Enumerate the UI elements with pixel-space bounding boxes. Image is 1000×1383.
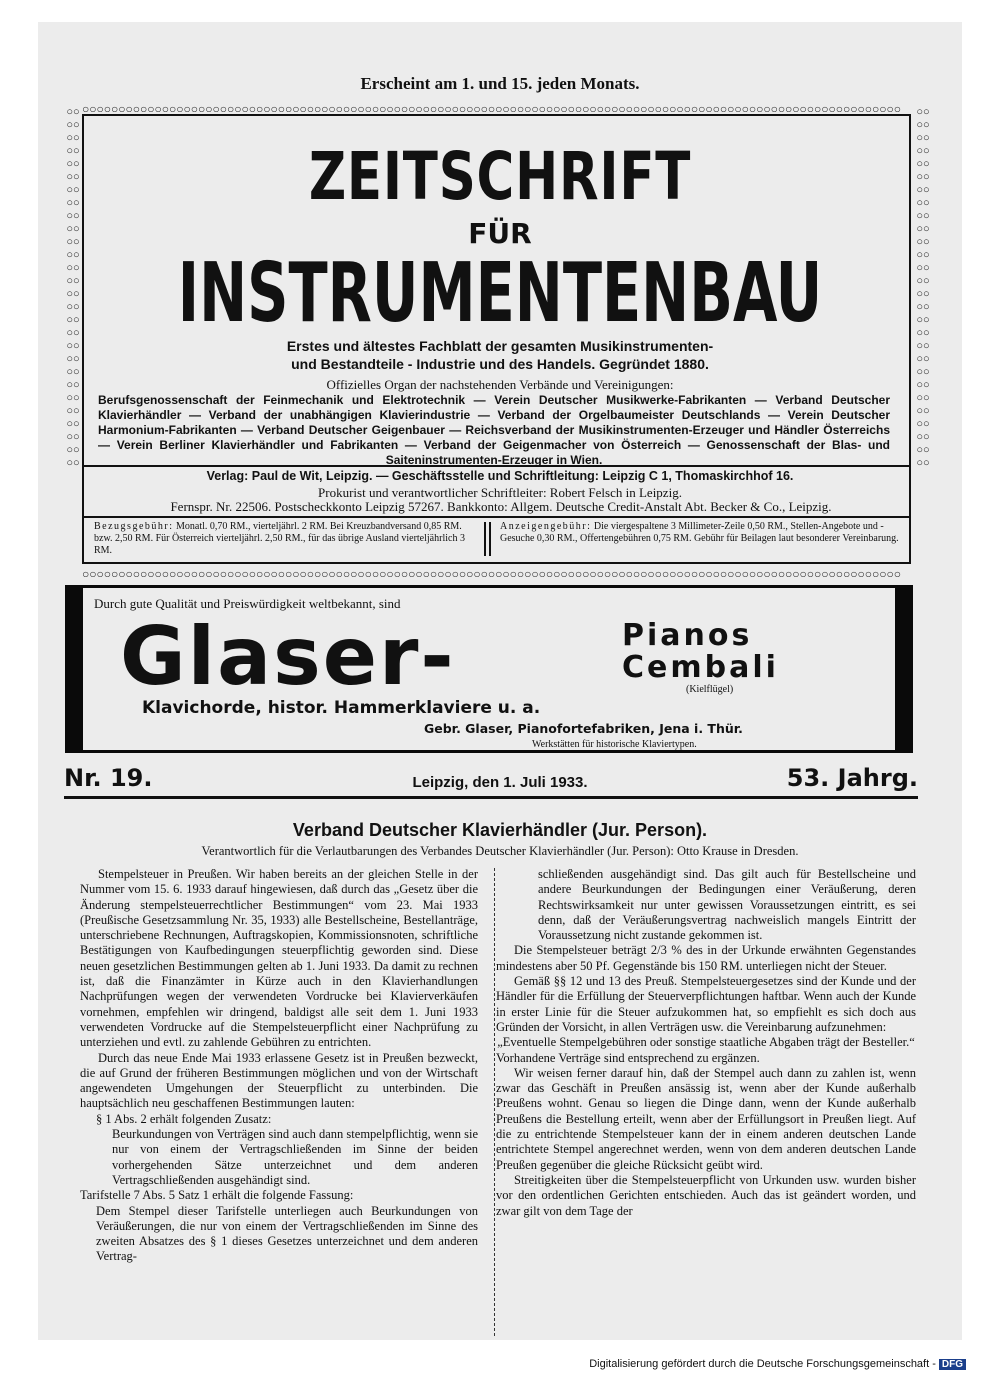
article-title: Verband Deutscher Klavierhändler (Jur. Person). — [292, 820, 708, 840]
editor-line: Prokurist und verantwortlicher Schriftleiter: Robert Felsch in Leipzig. — [318, 485, 682, 500]
column-divider — [494, 868, 495, 1336]
article-responsible: Verantwortlich für die Verlautbarungen des Verbandes Deutscher Klavierhändler (Jur. Person): Otto Krause in Dresden. — [201, 844, 799, 858]
organs-list: Berufsgenossenschaft der Feinmechanik und Elektrotechnik — Verein Deutscher Musikwerke-Fabrikanten — Verband Deutscher Klavierhändler — Verband der unabhängigen Klavierindustrie — Verband der Orgelbaumeister Deutschlands — Verein Deutscher Harmonium-Fabrikanten — Verband Deutscher Geigenbauer — Reichsverband der Musikinstrumenten-Erzeuger und Händler Österreichs — Verein Berliner Klavierhändler und Fabrikanten — Verband der Geigenmacher von Österreich — Genossenschaft der Blas- und Saiteninstrumenten-Erzeuger in Wien. — [98, 393, 890, 467]
paragraph: Die Stempelsteuer beträgt 2/3 % des in der Urkunde erwähnten Gegenstandes mindestens aber 50 Pf. Gegenstände bis 150 RM. unterliegen nicht der Steuer. — [496, 943, 916, 973]
scanned-page — [38, 22, 962, 1340]
paragraph: schließenden ausgehändigt sind. Das gilt auch für Bestellscheine und andere Beurkundungen der Bedingungen einer Veräußerung, deren Rechtswirksamkeit nur unter gewissen Voraussetzungen eintritt, es sei denn, daß der Veräußerungsvertrag nachweislich mangels Eintritt der Voraussetzung nicht zustande gekommen ist. — [538, 867, 916, 943]
subscription-fees-label: Bezugsgebühr: — [94, 521, 174, 532]
ad-kielfluegel: (Kielflügel) — [686, 684, 734, 695]
dfg-logo: DFG — [939, 1359, 966, 1370]
ornament-border-right: ○○○○○○○○○○○○○○○○○○○○○○○○○○○○○○○○○○○○○○○○○○○○○○○○○○○○○○○○ — [916, 106, 930, 469]
masthead-subtitle-2: und Bestandteile - Industrie und des Handels. Gegründet 1880. — [291, 356, 709, 372]
masthead-title-instrumentenbau: INSTRUMENTENBAU — [177, 246, 823, 341]
phone-bank-line: Fernspr. Nr. 22506. Postscheckkonto Leipzig 57267. Bankkonto: Allgem. Deutsche Credit-Anstalt Abt. Becker & Co., Leipzig. — [170, 499, 832, 514]
ad-instruments-line: Klavichorde, histor. Hammerklaviere u. a. — [142, 698, 541, 718]
subscription-fees — [94, 521, 478, 557]
paragraph: Beurkundungen von Verträgen sind auch dann stempelpflichtig, wenn sie nur von einem der Vertragschließenden im Sinne der beiden vorhergehenden Sätze unterzeichnet und dem anderen Vertragschließenden ausgehändigt sind. — [112, 1127, 479, 1187]
publisher-line: Verlag: Paul de Wit, Leipzig. — Geschäftsstelle und Schriftleitung: Leipzig C 1, Thomaskirchhof 16. — [206, 469, 794, 483]
issue-year: 53. Jahrg. — [786, 764, 918, 792]
paragraph: „Eventuelle Stempelgebühren oder sonstige staatliche Abgaben trägt der Besteller.“ — [497, 1035, 915, 1050]
article-column-left — [80, 867, 478, 1265]
fees-divider — [82, 516, 911, 518]
organs-heading: Offizielles Organ der nachstehenden Verbände und Vereinigungen: — [326, 377, 674, 392]
issue-rule — [64, 796, 918, 799]
masthead-subtitle-1: Erstes und ältestes Fachblatt der gesamten Musikinstrumenten- — [286, 338, 714, 354]
ad-workshops-line: Werkstätten für historische Klaviertypen. — [532, 739, 697, 750]
ad-tagline: Durch gute Qualität und Preiswürdigkeit weltbekannt, sind — [94, 596, 401, 611]
ad-product-cembali: Cembali — [622, 650, 779, 685]
paragraph: Vorhandene Verträge sind entsprechend zu ergänzen. — [496, 1050, 760, 1065]
ad-fees-text: Die viergespaltene 3 Millimeter-Zeile 0,50 RM., Stellen-Angebote und -Gesuche 0,30 RM., Offertengebühren 0,75 RM. Gebühr für Beilagen laut besonderer Vereinbarung. — [500, 521, 899, 544]
digitization-credit — [589, 1358, 966, 1370]
ornament-border-left: ○○○○○○○○○○○○○○○○○○○○○○○○○○○○○○○○○○○○○○○○○○○○○○○○○○○○○○○○ — [66, 106, 80, 469]
article-column-right — [496, 867, 916, 1219]
ad-product-pianos: Pianos — [622, 618, 753, 653]
publication-frequency: Erscheint am 1. und 15. jeden Monats. — [360, 74, 640, 93]
ad-brand-glaser: Glaser- — [120, 610, 456, 703]
ornament-border-bottom: ○○○○○○○○○○○○○○○○○○○○○○○○○○○○○○○○○○○○○○○○○○○○○○○○○○○○○○○○○○○○○○○○○○○○○○○○○○○○○○○○○○○○○○○○○○○○○○○○○○○○○○○○○○○○○○○○○ — [82, 567, 902, 581]
paragraph: Durch das neue Ende Mai 1933 erlassene Gesetz ist in Preußen bezweckt, die auf Grund der früheren Bestimmungen möglichen und von der Wirtschaft angewendeten Umgehungen der Steuerpflicht zu unterbinden. Die hauptsächlich neu geschaffenen Bestimmungen lauten: — [80, 1050, 478, 1111]
paragraph: Streitigkeiten über die Stempelsteuerpflicht von Urkunden usw. wurden bisher vor den ordentlichen Gerichten entschieden. Auch das ist geändert worden, und zwar gilt von dem Tage der — [496, 1172, 916, 1218]
ad-fees-label: Anzeigengebühr: — [500, 521, 592, 532]
subscription-fees-text: Monatl. 0,70 RM., vierteljährl. 2 RM. Bei Kreuzbandversand 0,85 RM. bzw. 2,50 RM. Für Österreich vierteljährl. 2,50 RM., für das übrige Ausland vierteljährlich 3 RM. — [94, 521, 465, 556]
issue-date: Leipzig, den 1. Juli 1933. — [412, 774, 588, 791]
paragraph: Dem Stempel dieser Tarifstelle unterliegen auch Beurkundungen von Veräußerungen, die nur von einem der Vertragschließenden im Sinne des zweiten Absatzes des § 1 dieses Gesetzes unterzeichnet und dem anderen Vertrag- — [96, 1203, 478, 1264]
ad-fees — [500, 521, 900, 545]
paragraph: Stempelsteuer in Preußen. Wir haben bereits an der gleichen Stelle in der Nummer vom 15. 6. 1933 darauf hingewiesen, daß durch das „Gesetz über die Änderung stempelsteuerrechtlicher Bestimmungen“ vom 23. Mai 1933 (Preußische Gesetzsammlung Nr. 35, 1933) alle Bestellscheine, Bestellanträge, unterschriebene Rechnungen, Auftragskopien, Kommissionsnoten, schriftliche Bestätigungen von Kaufbedingungen steuerpflichtig geworden sind. Diese neuen gesetzlichen Bestimmungen gelten ab 1. Juni 1933. Da damit zu rechnen ist, daß die Finanzämter in Kürze auch in den Klavierhandlungen Nachprüfungen wegen der verwendeten Vordrucke bei Klavierverkäufen vornehmen, empfehlen wir dringend, baldigst alle seit dem 1. Juni 1933 verwendeten Vordrucke auf die Stempelsteuerpflicht einer Nachprüfung zu unterziehen und evtl. zu zahlende Gebühren zu entrichten. — [80, 867, 478, 1050]
issue-number: Nr. 19. — [64, 764, 153, 792]
masthead-title-fuer: FÜR — [468, 217, 532, 250]
digitization-credit-text: Digitalisierung gefördert durch die Deutsche Forschungsgemeinschaft - — [589, 1358, 936, 1370]
paragraph: § 1 Abs. 2 erhält folgenden Zusatz: — [96, 1111, 272, 1126]
paragraph: Gemäß §§ 12 und 13 des Preuß. Stempelsteuergesetzes sind der Kunde und der Händler für die Erfüllung der Steuerverpflichtungen haftbar. Wenn auch der Kunde in erster Linie für die Steuer aufzukommen hat, so empfiehlt es sich doch aus Gründen der Vorsicht, in allen Verträgen usw. die Vereinbarung aufzunehmen: — [496, 974, 916, 1034]
fees-separator-1 — [484, 522, 486, 556]
fees-separator-2 — [489, 522, 491, 556]
ornament-border-top: ○○○○○○○○○○○○○○○○○○○○○○○○○○○○○○○○○○○○○○○○○○○○○○○○○○○○○○○○○○○○○○○○○○○○○○○○○○○○○○○○○○○○○○○○○○○○○○○○○○○○○○○○○○○○○○○○○ — [82, 102, 902, 116]
masthead-title-zeitschrift: ZEITSCHRIFT — [308, 138, 692, 215]
ad-company-line: Gebr. Glaser, Pianofortefabriken, Jena i. Thür. — [424, 721, 743, 736]
paragraph: Tarifstelle 7 Abs. 5 Satz 1 erhält die folgende Fassung: — [80, 1188, 354, 1203]
paragraph: Wir weisen ferner darauf hin, daß der Stempel auch dann zu zahlen ist, wenn zwar das Geschäft in Preußen ansässig ist, wenn aber der Kunde außerhalb Preußens wohnt. Genau so liegen die Dinge dann, wenn der Kunde außerhalb Preußens die Bestellung erteilt, wenn aber der Erfüllungsort in Preußen liegt. Auf die zu entrichtende Stempelsteuer kann der in einem anderen deutschen Lande entrichtete Stempel angerechnet werden, wenn von dem anderen deutschen Lande Preußen gegenüber die gleiche Rücksicht geübt wird. — [496, 1065, 916, 1172]
masthead-divider — [82, 465, 911, 467]
